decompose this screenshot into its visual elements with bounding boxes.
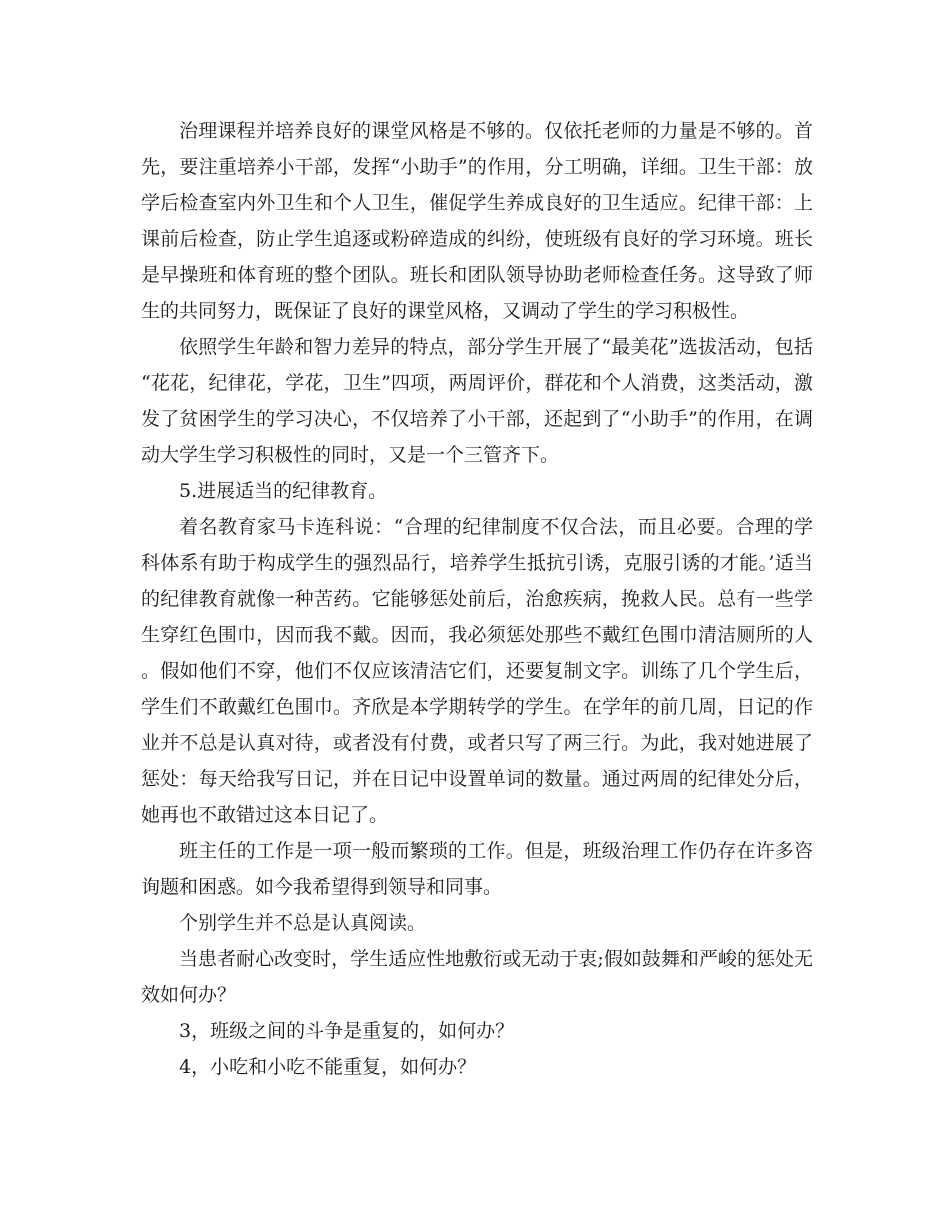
paragraph-class-management: 治理课程并培养良好的课堂风格是不够的。仅依托老师的力量是不够的。首先，要注重培养小干部，发挥“小助手”的作用，分工明确，详细。卫生干部：放学后检查室内外卫生和个人卫生，催促学生养成良好的卫生适应。纪律干部：上课前后检查，防止学生追逐或粉碎造成的纠纷，使班级有良好的学习环境。班长是早操班和体育班的整个团队。班长和团队领导协助老师检查任务。这导致了师生的共同努力，既保证了良好的课堂风格，又调动了学生的学习积极性。 bbox=[141, 120, 813, 322]
document-body bbox=[141, 113, 813, 1085]
paragraph-teacher-work: 班主任的工作是一项一般而繁琐的工作。但是，班级治理工作仍存在许多咨询题和困惑。如今我希望得到领导和同事。 bbox=[141, 840, 813, 898]
section-heading-discipline: 5.进展适当的纪律教育。 bbox=[179, 480, 388, 502]
paragraph-question-3: 3，班级之间的斗争是重复的，如何办？ bbox=[179, 1020, 515, 1042]
paragraph-question-4: 4，小吃和小吃不能重复，如何办？ bbox=[179, 1056, 477, 1078]
paragraph-question-1: 个别学生并不总是认真阅读。 bbox=[179, 912, 427, 934]
paragraph-best-flower-activity: 依照学生年龄和智力差异的特点，部分学生开展了“最美花”选拔活动，包括“花花，纪律花，学花，卫生”四项，两周评价，群花和个人消费，这类活动，激发了贫困学生的学习决心，不仅培养了小干部，还起到了“小助手”的作用，在调动大学生学习积极性的同时，又是一个三管齐下。 bbox=[141, 336, 813, 466]
paragraph-question-2: 当患者耐心改变时，学生适应性地敷衍或无动于衷;假如鼓舞和严峻的惩处无效如何办？ bbox=[141, 948, 813, 1006]
paragraph-makarenko-quote: 着名教育家马卡连科说：“合理的纪律制度不仅合法，而且必要。合理的学科体系有助于构成学生的强烈品行，培养学生抵抗引诱，克服引诱的才能。’适当的纪律教育就像一种苦药。它能够惩处前后，治愈疾病，挽救人民。总有一些学生穿红色围巾，因而我不戴。因而，我必须惩处那些不戴红色围巾清洁厕所的人。假如他们不穿，他们不仅应该清洁它们，还要复制文字。训练了几个学生后，学生们不敢戴红色围巾。齐欣是本学期转学的学生。在学年的前几周，日记的作业并不总是认真对待，或者没有付费，或者只写了两三行。为此，我对她进展了惩处：每天给我写日记，并在日记中设置单词的数量。通过两周的纪律处分后，她再也不敢错过这本日记了。 bbox=[141, 516, 813, 826]
